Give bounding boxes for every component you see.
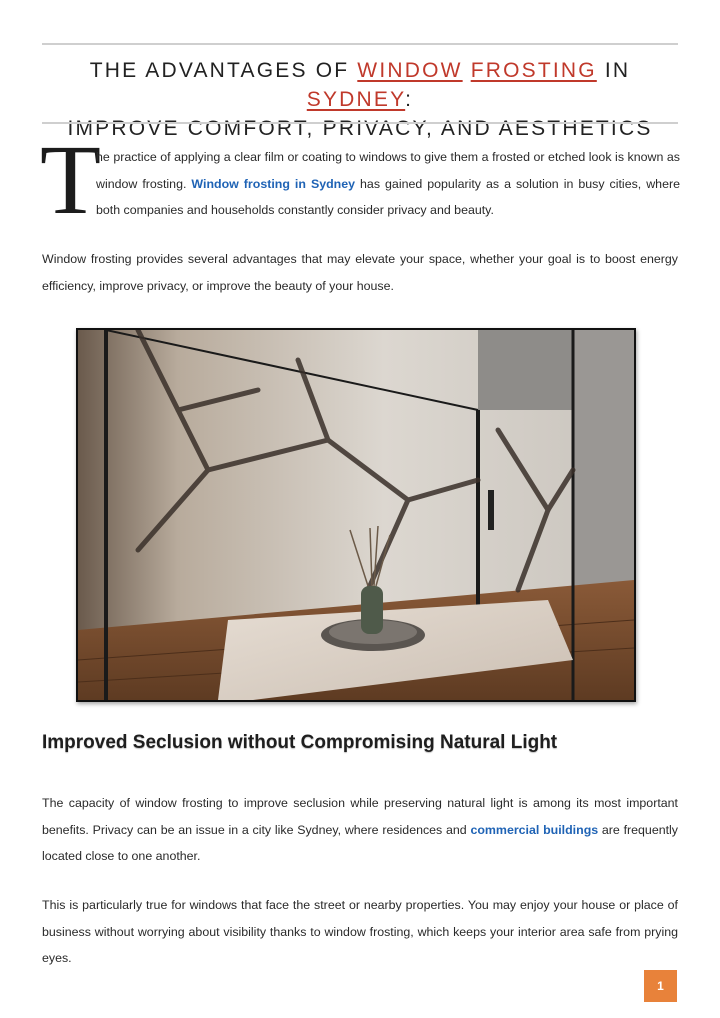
title-colon: : [405, 88, 414, 111]
title-line-1 [40, 56, 680, 114]
page-title [40, 56, 680, 143]
intro-paragraph [96, 144, 680, 224]
intro-text: he practice of applying a clear film or coating to windows to give them a frosted or etched look is known as window frosting. [96, 150, 680, 191]
frosted-glass-photo [76, 328, 636, 702]
title-keyword-window: WINDOW [357, 59, 463, 82]
window-frosting-sydney-link[interactable]: Window frosting in Sydney [191, 176, 356, 191]
title-bottom-divider [42, 122, 678, 124]
commercial-buildings-link[interactable]: commercial buildings [470, 822, 599, 837]
title-line-2: IMPROVE COMFORT, PRIVACY, AND AESTHETICS [67, 117, 653, 140]
page-number-badge: 1 [644, 970, 677, 1002]
visibility-paragraph: This is particularly true for windows that face the street or nearby properties. You may enjoy your house or place of business without worrying about visibility thanks to window frosting, which keeps your interior area safe from prying eyes. [42, 898, 678, 965]
title-keyword-frosting: FROSTING [470, 59, 597, 82]
title-text: THE ADVANTAGES OF [89, 59, 358, 82]
title-keyword-sydney: SYDNEY [306, 88, 406, 111]
title-text: IN [596, 59, 631, 82]
seclusion-paragraph [42, 790, 678, 870]
title-space [463, 59, 471, 82]
top-divider [42, 43, 678, 45]
seclusion-text: The capacity of window frosting to improve seclusion while preserving natural light is among its most important benefits. Privacy can be an issue in a city like Sydney, where residences and [42, 796, 678, 837]
seclusion-text: are frequently located close to one another. [42, 822, 678, 863]
intro-text: has gained popularity as a solution in busy cities, where both companies and households constantly consider privacy and beauty. [96, 176, 680, 217]
frosted-glass-illustration [78, 330, 634, 700]
drop-cap: T [40, 124, 102, 235]
advantages-paragraph: Window frosting provides several advantages that may elevate your space, whether your goal is to boost energy efficiency, improve privacy, or improve the beauty of your house. [42, 252, 678, 293]
section-heading: Improved Seclusion without Compromising Natural Light [42, 732, 558, 753]
